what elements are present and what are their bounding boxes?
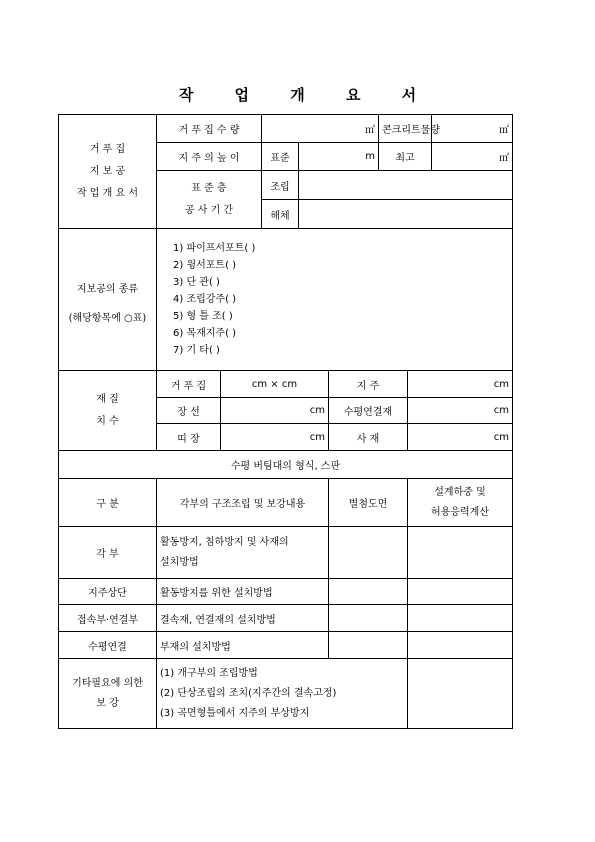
- list-item[interactable]: 6) 목재지주( ): [173, 328, 237, 339]
- formwork-overview-table: [58, 114, 513, 229]
- support-type-table: [58, 228, 513, 371]
- row-content: 활동방지, 침하방지 및 사재의 설치방법: [157, 527, 329, 579]
- support-size-label: 지 주: [329, 371, 408, 398]
- header-content: 각부의 구조조립 및 보강내용: [157, 479, 329, 527]
- header-drawing: 별첨도면: [329, 479, 408, 527]
- joist-label: 장 선: [157, 398, 221, 424]
- horizontal-brace-field[interactable]: cm: [408, 398, 513, 424]
- list-item[interactable]: 3) 단 관( ): [173, 277, 220, 288]
- drawing-field[interactable]: [329, 527, 408, 579]
- standard-label: 표준: [262, 143, 299, 171]
- construction-period-label: 표 준 층 공 사 기 간: [157, 171, 262, 229]
- dismantle-field[interactable]: [299, 200, 513, 229]
- calculation-field[interactable]: [408, 632, 513, 659]
- material-label: 재 질 치 수: [59, 371, 157, 451]
- row-content: (1) 개구부의 조립방법 (2) 단상조립의 조치(지주간의 결속고정) (3) 곡면형틀에서 지주의 부상방지: [157, 659, 408, 729]
- row-content: 활동방지를 위한 설치방법: [157, 579, 329, 605]
- standard-height-field[interactable]: m: [299, 143, 379, 171]
- joist-field[interactable]: cm: [221, 398, 329, 424]
- concrete-volume-label: 콘크리트물량: [379, 115, 432, 143]
- max-height-field[interactable]: ㎡: [432, 143, 513, 171]
- material-dimension-table: [58, 370, 513, 729]
- row-label: 기타필요에 의한 보 강: [59, 659, 157, 729]
- diagonal-brace-field[interactable]: cm: [408, 424, 513, 451]
- assembly-field[interactable]: [299, 171, 513, 200]
- drawing-field[interactable]: [329, 605, 408, 632]
- assembly-label: 조립: [262, 171, 299, 200]
- formwork-quantity-label: 거 푸 집 수 량: [157, 115, 262, 143]
- diagonal-brace-label: 사 재: [329, 424, 408, 451]
- max-label: 최고: [379, 143, 432, 171]
- concrete-volume-field[interactable]: ㎡: [432, 115, 513, 143]
- row-label: 각 부: [59, 527, 157, 579]
- list-item[interactable]: 2) 윙서포트( ): [173, 260, 237, 271]
- row-content: 결속재, 연결재의 설치방법: [157, 605, 329, 632]
- list-item[interactable]: 4) 조립강주( ): [173, 294, 237, 305]
- row-label: 수평연결: [59, 632, 157, 659]
- drawing-field[interactable]: [329, 632, 408, 659]
- list-item[interactable]: 7) 기 타( ): [173, 345, 220, 356]
- row-label: 접속부·연결부: [59, 605, 157, 632]
- support-height-label: 지 주 의 높 이: [157, 143, 262, 171]
- formwork-quantity-field[interactable]: ㎡: [262, 115, 379, 143]
- page-title: 작 업 개 요 서: [178, 86, 435, 104]
- formwork-section-label: 거 푸 집 지 보 공 작 업 개 요 서: [59, 115, 157, 229]
- row-label: 지주상단: [59, 579, 157, 605]
- horizontal-brace-label: 수평연결재: [329, 398, 408, 424]
- row-content: 부재의 설치방법: [157, 632, 329, 659]
- wale-field[interactable]: cm: [221, 424, 329, 451]
- list-item[interactable]: 1) 파이프서포트( ): [173, 243, 256, 254]
- formwork-size-field[interactable]: cm × cm: [221, 371, 329, 398]
- support-size-field[interactable]: cm: [408, 371, 513, 398]
- header-category: 구 분: [59, 479, 157, 527]
- list-item[interactable]: 5) 형 틀 조( ): [173, 311, 233, 322]
- drawing-field[interactable]: [329, 579, 408, 605]
- formwork-size-label: 거 푸 집: [157, 371, 221, 398]
- dismantle-label: 해체: [262, 200, 299, 229]
- horizontal-brace-form-heading: 수평 버팀대의 형식, 스판: [59, 451, 513, 479]
- calculation-field[interactable]: [408, 579, 513, 605]
- wale-label: 띠 장: [157, 424, 221, 451]
- calculation-field[interactable]: [408, 527, 513, 579]
- header-calculation: 설계하중 및 허용응력계산: [408, 479, 513, 527]
- calculation-field[interactable]: [408, 605, 513, 632]
- support-type-label: 지보공의 종류 (해당항목에 ○표): [59, 229, 157, 371]
- calculation-field[interactable]: [408, 659, 513, 729]
- support-type-list: [157, 229, 513, 371]
